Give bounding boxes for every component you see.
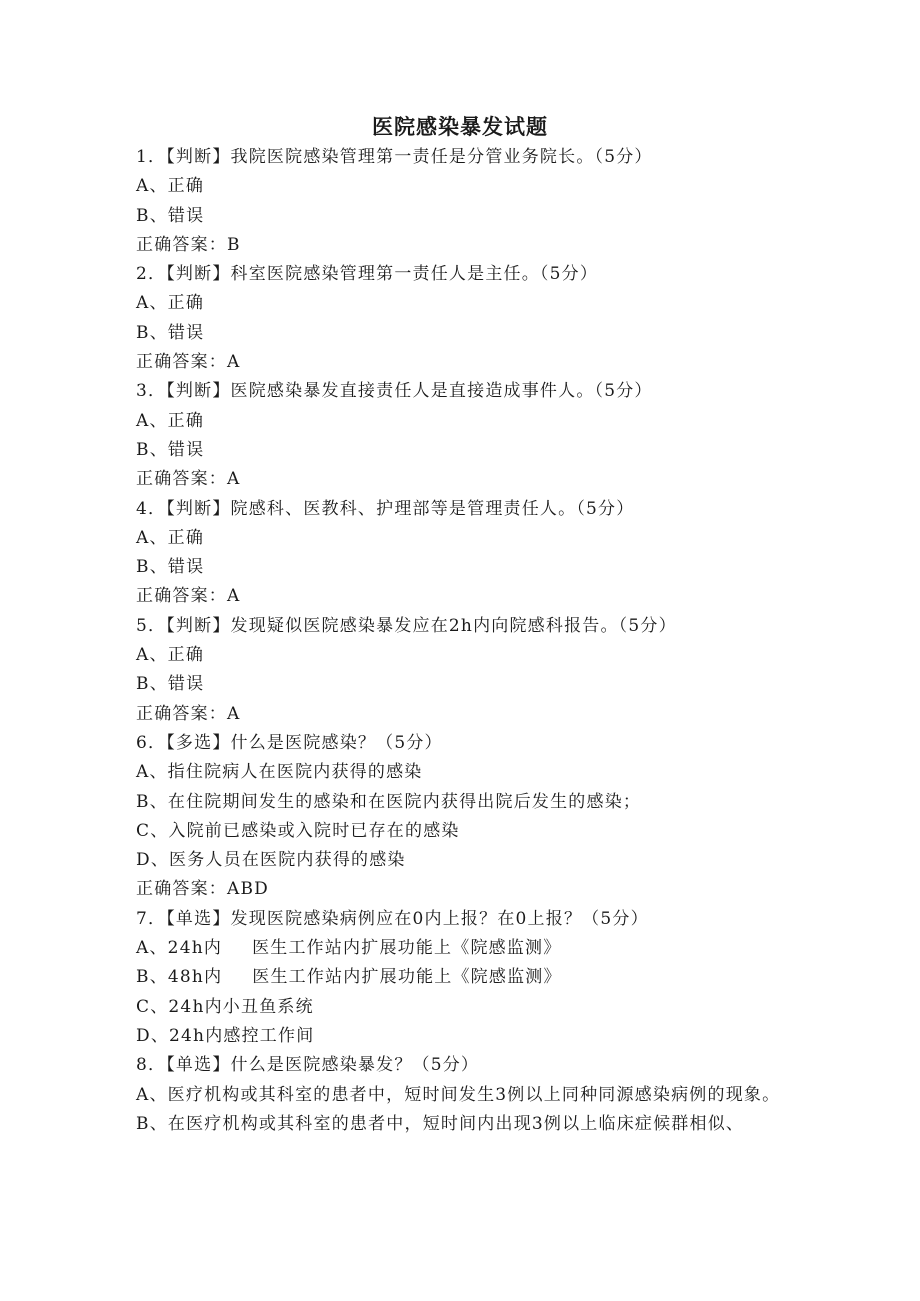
option: A、正确 xyxy=(136,527,205,548)
option: A、正确 xyxy=(136,645,205,666)
question-stem: 1．【判断】我院医院感染管理第一责任是分管业务院长。（5分） xyxy=(136,147,653,167)
option: B、错误 xyxy=(136,674,205,695)
option: C、24h内小丑鱼系统 xyxy=(136,996,314,1017)
question-stem: 7．【单选】发现医院感染病例应在0内上报？在0上报？（5分） xyxy=(136,908,649,929)
question-stem: 3．【判断】医院感染暴发直接责任人是直接造成事件人。（5分） xyxy=(136,381,653,402)
option: A、医疗机构或其科室的患者中，短时间发生3例以上同种同源感染病例的现象。 xyxy=(136,1084,781,1105)
option xyxy=(136,934,791,963)
option: B、在住院期间发生的感染和在医院内获得出院后发生的感染； xyxy=(136,791,642,812)
question-list xyxy=(136,143,791,1139)
option-label: A、24h内 xyxy=(136,938,223,959)
correct-answer: 正确答案：A xyxy=(136,586,241,607)
question-stem: 6．【多选】什么是医院感染？（5分） xyxy=(136,732,443,753)
question-stem: 8．【单选】什么是医院感染暴发？（5分） xyxy=(136,1055,480,1076)
correct-answer: 正确答案：A xyxy=(136,703,241,724)
option: A、正确 xyxy=(136,176,205,197)
correct-answer: 正确答案：A xyxy=(136,352,241,373)
option: A、指住院病人在医院内获得的感染 xyxy=(136,762,423,783)
option-detail: 医生工作站内扩展功能上《院感监测》 xyxy=(252,967,562,988)
page-title: 医院感染暴发试题 xyxy=(372,115,548,139)
option: C、入院前已感染或入院时已存在的感染 xyxy=(136,820,460,841)
option: A、正确 xyxy=(136,410,205,431)
option: A、正确 xyxy=(136,293,205,314)
option-detail: 医生工作站内扩展功能上《院感监测》 xyxy=(252,938,562,959)
question-stem: 2．【判断】科室医院感染管理第一责任人是主任。（5分） xyxy=(136,264,599,285)
question-stem: 5．【判断】发现疑似医院感染暴发应在2h内向院感科报告。（5分） xyxy=(136,615,677,636)
option: B、错误 xyxy=(136,322,205,343)
option: D、医务人员在医院内获得的感染 xyxy=(136,850,406,871)
option-label: B、48h内 xyxy=(136,967,223,988)
option: B、错误 xyxy=(136,205,205,226)
correct-answer: 正确答案：A xyxy=(136,469,241,490)
option: B、在医疗机构或其科室的患者中，短时间内出现3例以上临床症候群相似、 xyxy=(136,1113,745,1134)
option: B、错误 xyxy=(136,557,205,578)
correct-answer: 正确答案：ABD xyxy=(136,879,269,900)
option xyxy=(136,963,791,992)
question-stem: 4．【判断】院感科、医教科、护理部等是管理责任人。（5分） xyxy=(136,498,635,519)
correct-answer: 正确答案：B xyxy=(136,234,241,255)
option: D、24h内感控工作间 xyxy=(136,1025,315,1046)
option: B、错误 xyxy=(136,439,205,460)
